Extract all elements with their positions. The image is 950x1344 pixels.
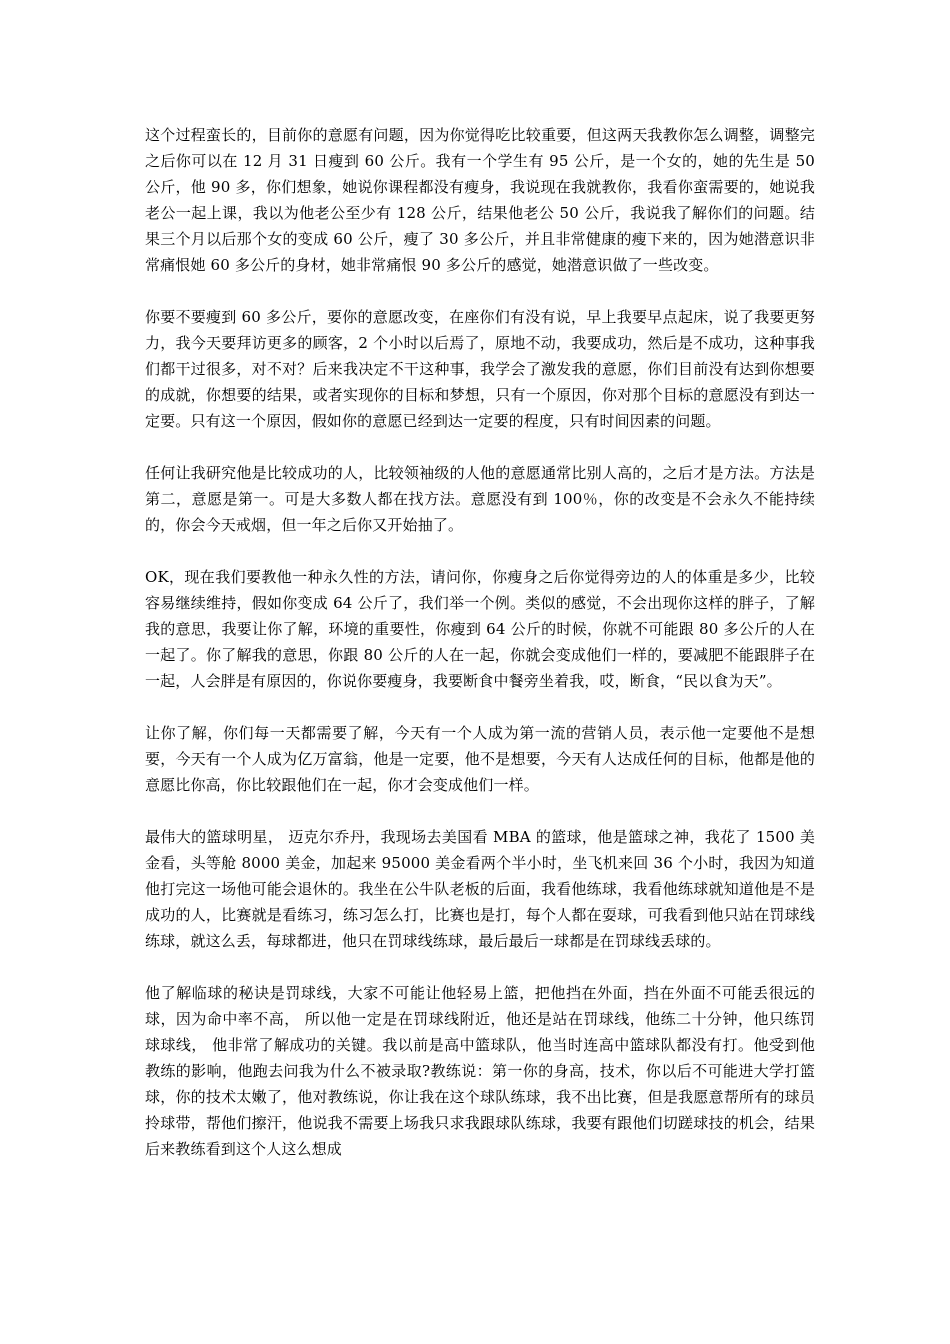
paragraph-4: OK，现在我们要教他一种永久性的方法，请问你，你瘦身之后你觉得旁边的人的体重是多少，比较容易继续维持，假如你变成 64 公斤了，我们举一个例。类似的感觉，不会出现你这样的胖子，了解我的意思，我要让你了解，环境的重要性，你瘦到 64 公斤的时候，你就不可能跟 80 多公斤的人在一起了。你了解我的意思，你跟 80 公斤的人在一起，你就会变成他们一样的，要减肥不能跟胖子在一起，人会胖是有原因的，你说你要瘦身，我要断食中餐旁坐着我，哎，断食，“民以食为天”。 bbox=[145, 568, 815, 690]
paragraph-3: 任何让我研究他是比较成功的人，比较领袖级的人他的意愿通常比别人高的，之后才是方法。方法是第二，意愿是第一。可是大多数人都在找方法。意愿没有到 100％，你的改变是不会永久不能持续的，你会今天戒烟，但一年之后你又开始抽了。 bbox=[145, 464, 815, 534]
paragraph-6: 最伟大的篮球明星， 迈克尔乔丹，我现场去美国看 MBA 的篮球，他是篮球之神，我花了 1500 美金看，头等舱 8000 美金，加起来 95000 美金看两个半小时，坐飞机来回 36 个小时，我因为知道他打完这一场他可能会退休的。我坐在公牛队老板的后面，我看他练球，我看他练球就知道他是不是成功的人，比赛就是看练习，练习怎么打，比赛也是打，每个人都在耍球，可我看到他只站在罚球线练球，就这么丢，每球都进，他只在罚球线练球，最后最后一球都是在罚球线丢球的。 bbox=[145, 828, 815, 950]
paragraph-5: 让你了解，你们每一天都需要了解，今天有一个人成为第一流的营销人员，表示他一定要他不是想要，今天有一个人成为亿万富翁，他是一定要，他不是想要，今天有人达成任何的目标，他都是他的意愿比你高，你比较跟他们在一起，你才会变成他们一样。 bbox=[145, 724, 815, 794]
paragraph-1: 这个过程蛮长的，目前你的意愿有问题，因为你觉得吃比较重要，但这两天我教你怎么调整，调整完之后你可以在 12 月 31 日瘦到 60 公斤。我有一个学生有 95 公斤，是一个女的，她的先生是 50 公斤，他 90 多，你们想象，她说你课程都没有瘦身，我说现在我就教你，我看你蛮需要的，她说我老公一起上课，我以为他老公至少有 128 公斤，结果他老公 50 公斤，我说我了解你们的问题。结果三个月以后那个女的变成 60 公斤，瘦了 30 多公斤，并且非常健康的瘦下来的，因为她潜意识非常痛恨她 60 多公斤的身材，她非常痛恨 90 多公斤的感觉，她潜意识做了一些改变。 bbox=[145, 126, 815, 274]
document-page bbox=[145, 122, 815, 1188]
paragraph-2: 你要不要瘦到 60 多公斤，要你的意愿改变，在座你们有没有说，早上我要早点起床，说了我要更努力，我今天要拜访更多的顾客，2 个小时以后焉了，原地不动，我要成功，然后是不成功，这种事我们都干过很多，对不对？后来我决定不干这种事，我学会了激发我的意愿，你们目前没有达到你想要的成就，你想要的结果，或者实现你的目标和梦想，只有一个原因，你对那个目标的意愿没有到达一定要。只有这一个原因，假如你的意愿已经到达一定要的程度，只有时间因素的问题。 bbox=[145, 308, 815, 430]
paragraph-7: 他了解临球的秘诀是罚球线，大家不可能让他轻易上篮，把他挡在外面，挡在外面不可能丢很远的球，因为命中率不高， 所以他一定是在罚球线附近，他还是站在罚球线，他练二十分钟，他只练罚球球线， 他非常了解成功的关键。我以前是高中篮球队，他当时连高中篮球队都没有打。他受到他教练的影响，他跑去问我为什么不被录取?教练说：第一你的身高，技术，你以后不可能进大学打篮球，你的技术太嫩了，他对教练说，你让我在这个球队练球，我不出比赛，但是我愿意帮所有的球员拎球带，帮他们擦汗，他说我不需要上场我只求我跟球队练球，我要有跟他们切蹉球技的机会，结果后来教练看到这个人这么想成 bbox=[145, 984, 815, 1158]
